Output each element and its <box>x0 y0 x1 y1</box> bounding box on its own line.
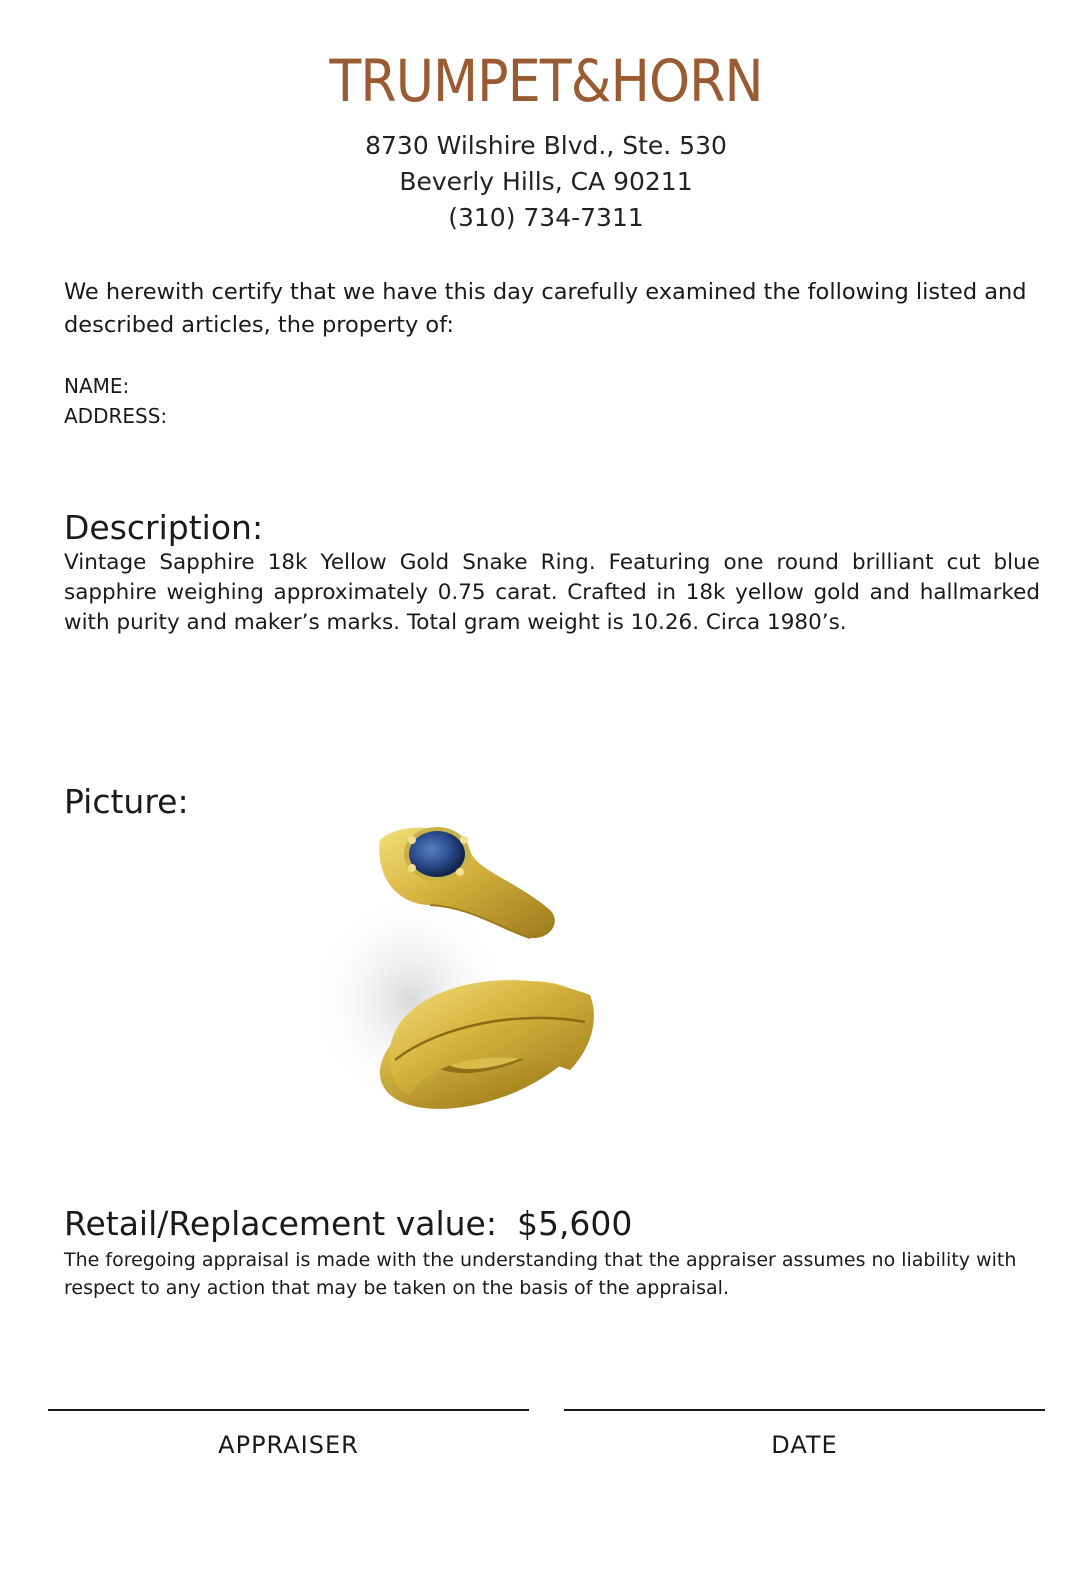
date-signature-line <box>564 1409 1045 1411</box>
date-label: DATE <box>771 1431 838 1459</box>
address-line-1: 8730 Wilshire Blvd., Ste. 530 <box>365 131 727 160</box>
address-label: ADDRESS: <box>64 404 168 428</box>
description-text: Vintage Sapphire 18k Yellow Gold Snake Ring. Featuring one round brilliant cut blue sapphire weighing approximately 0.75 carat. Crafted in 18k yellow gold and hallmarked with purity and maker’s marks. Total gram weight is 10.26. Circa 1980’s. <box>64 550 1040 635</box>
address-line-2: Beverly Hills, CA 90211 <box>399 167 693 196</box>
brand-logo: TRUMPET&HORN <box>329 47 763 115</box>
retail-value <box>64 1202 632 1246</box>
retail-value-label: Retail/Replacement value: <box>64 1204 497 1243</box>
appraiser-signature-line <box>48 1409 529 1411</box>
description-heading: Description: <box>64 508 264 547</box>
name-label: NAME: <box>64 374 130 398</box>
retail-value-amount: $5,600 <box>516 1204 633 1243</box>
picture-heading: Picture: <box>64 782 189 821</box>
disclaimer-text: The foregoing appraisal is made with the understanding that the appraiser assumes no liability with respect to any action that may be taken on the basis of the appraisal. <box>64 1249 1017 1299</box>
store-address <box>0 128 1092 236</box>
appraiser-label: APPRAISER <box>218 1431 359 1459</box>
ring-image <box>300 810 620 1130</box>
certification-statement: We herewith certify that we have this day carefully examined the following listed and described articles, the property of: <box>64 279 1027 338</box>
phone-number: (310) 734-7311 <box>448 203 644 232</box>
